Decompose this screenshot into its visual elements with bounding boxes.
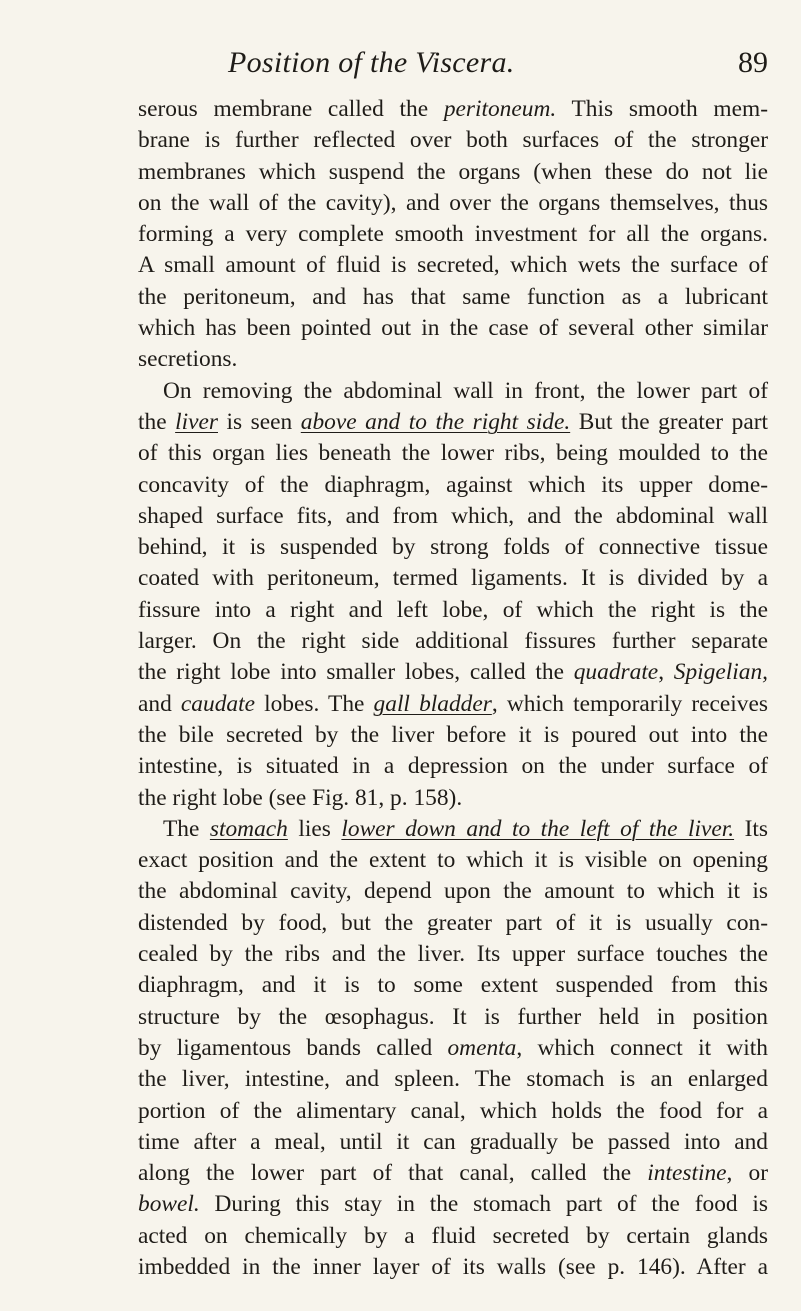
text-run: fissure into a right and left lobe, of which the right is the (138, 596, 768, 623)
text-line (138, 720, 768, 751)
text-run: of this organ lies beneath the lower ribs, being moulded to the (138, 440, 768, 467)
text-line (138, 845, 768, 876)
text-run: which has been pointed out in the case of several other similar (138, 315, 768, 342)
text-line (138, 1096, 768, 1127)
text-run: on the wall of the cavity), and over the organs themselves, thus (138, 189, 768, 216)
text-line (138, 501, 768, 532)
text-line (138, 1221, 768, 1252)
text-run: Its (734, 815, 768, 842)
italic-term: caudate (180, 690, 255, 717)
text-line (138, 563, 768, 594)
text-run: by ligamentous bands called (138, 1034, 448, 1061)
text-run: membranes which suspend the organs (when these do not lie (138, 158, 768, 185)
italic-term: quadrate (573, 659, 659, 686)
text-run: time after a meal, until it can gradually be passed into and (138, 1128, 768, 1155)
text-run: lobes. The (254, 690, 374, 717)
text-run: serous membrane called the (138, 96, 444, 122)
text-run: forming a very complete smooth investment for all the organs. (138, 221, 768, 248)
text-run: concavity of the diaphragm, against which its upper dome- (138, 471, 768, 498)
text-line (138, 219, 768, 250)
running-head (138, 46, 768, 86)
text-run: portion of the alimentary canal, which holds the food for a (138, 1097, 768, 1124)
text-line (138, 1158, 768, 1189)
text-run: brane is further reflected over both surfaces of the stronger (138, 127, 768, 154)
text-run: the liver, intestine, and spleen. The stomach is an enlarged (138, 1066, 768, 1093)
text-run: shaped surface fits, and from which, and the abdominal wall (138, 502, 768, 529)
italic-term: bowel. (138, 1191, 200, 1218)
text-line (138, 376, 768, 407)
italic-term: lower down and to the left of the liver. (341, 815, 735, 842)
text-run: cealed by the ribs and the liver. Its upper surface touches the (138, 941, 768, 968)
text-run: intestine, is situated in a depression on the under surface of (138, 753, 768, 780)
text-run: distended by food, but the greater part of it is usually con- (138, 909, 768, 936)
text-run: is seen (218, 408, 301, 435)
text-line (138, 939, 768, 970)
text-line (138, 1127, 768, 1158)
text-line (138, 970, 768, 1001)
text-run: , or (726, 1160, 768, 1187)
running-title: Position of the Viscera. (228, 46, 515, 79)
text-run: the peritoneum, and has that same function as a lubricant (138, 283, 768, 310)
text-line (138, 1252, 768, 1283)
text-line (138, 626, 768, 657)
text-line (138, 595, 768, 626)
page-number: 89 (738, 46, 768, 79)
text-line (138, 1002, 768, 1033)
text-line (138, 657, 768, 688)
text-run: This smooth mem- (556, 96, 768, 122)
italic-term: peritoneum. (443, 96, 557, 122)
text-line (138, 313, 768, 344)
text-line (138, 188, 768, 219)
text-run: the right lobe (see Fig. 81, p. 158). (138, 784, 463, 811)
text-run: the right lobe into smaller lobes, called the (138, 659, 574, 686)
text-run: and (138, 690, 181, 717)
text-line (138, 125, 768, 156)
text-run: the abdominal cavity, depend upon the amount to which it is (138, 878, 768, 905)
text-run: secretions. (138, 346, 238, 373)
italic-term: stomach (209, 815, 288, 842)
text-run: the bile secreted by the liver before it is poured out into the (138, 721, 768, 748)
text-run: But the greater part (570, 408, 768, 435)
text-run: , (658, 659, 674, 686)
text-line (138, 876, 768, 907)
text-line (138, 532, 768, 563)
italic-term: omenta (447, 1034, 517, 1061)
text-run: On removing the abdominal wall in front, the lower part of (163, 377, 768, 404)
text-run: A small amount of fluid is secreted, which wets the surface of (138, 252, 768, 279)
text-run: The (163, 815, 210, 842)
text-run: larger. On the right side additional fissures further separate (138, 628, 768, 655)
text-line (138, 344, 768, 375)
text-line (138, 438, 768, 469)
text-line (138, 908, 768, 939)
text-run: acted on chemically by a fluid secreted by certain glands (138, 1222, 768, 1249)
text-run: the (138, 408, 176, 435)
italic-term: Spigelian, (673, 659, 768, 686)
text-run: , which connect it with (516, 1034, 769, 1061)
text-run: structure by the œsophagus. It is further held in position (138, 1003, 768, 1030)
italic-term: above and to the right side. (300, 408, 571, 435)
text-run: behind, it is suspended by strong folds of connective tissue (138, 534, 768, 561)
text-run: imbedded in the inner layer of its walls (see p. 146). After a (138, 1253, 768, 1280)
text-run: , which temporarily receives (491, 690, 768, 717)
italic-term: gall bladder (373, 690, 492, 717)
body-text (138, 94, 768, 1283)
text-line (138, 250, 768, 281)
text-line (138, 783, 768, 814)
text-line (138, 157, 768, 188)
text-line (138, 1064, 768, 1095)
italic-term: intestine (647, 1160, 727, 1187)
italic-term: liver (175, 408, 218, 435)
text-run: During this stay in the stomach part of the food is (199, 1191, 768, 1218)
text-run: exact position and the extent to which it is visible on opening (138, 847, 768, 874)
text-line (138, 282, 768, 313)
text-run: diaphragm, and it is to some extent suspended from this (138, 972, 768, 999)
text-run: along the lower part of that canal, called the (138, 1160, 648, 1187)
text-line (138, 470, 768, 501)
text-run: coated with peritoneum, termed ligaments. It is divided by a (138, 565, 768, 592)
text-line (138, 814, 768, 845)
text-run: lies (287, 815, 342, 842)
text-line (138, 751, 768, 782)
text-line (138, 1189, 768, 1220)
text-line (138, 689, 768, 720)
text-line (138, 407, 768, 438)
text-line (138, 1033, 768, 1064)
text-line (138, 94, 768, 125)
